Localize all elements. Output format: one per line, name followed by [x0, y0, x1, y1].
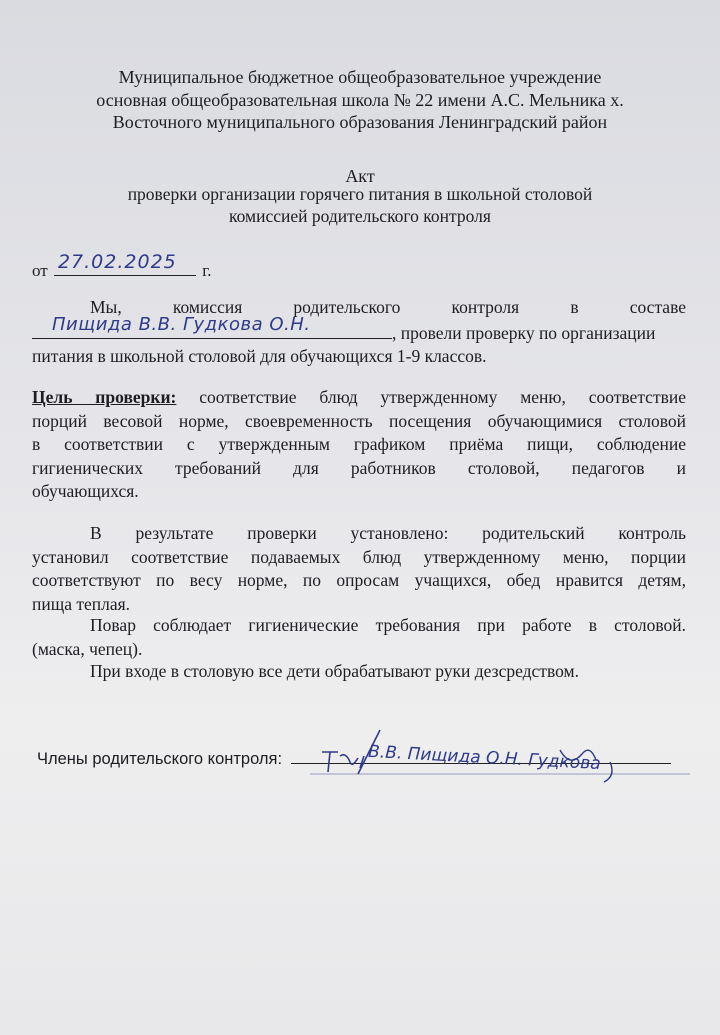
school-header: [0, 66, 720, 134]
handwritten-date: 27.02.2025: [57, 251, 177, 273]
result-line-2: установил соответствие подаваемых блюд утвержденному меню, порции: [32, 546, 686, 567]
goal-line-4: гигиенических требований для работников столовой, педагогов и: [32, 457, 686, 478]
members-label: Члены родительского контроля:: [37, 750, 283, 768]
handwritten-signature: В.В. Пищида О.Н. Гудкова: [367, 741, 602, 775]
act-date: [32, 251, 212, 281]
result-paragraph: [32, 522, 686, 616]
header-line-3: Восточного муниципального образования Ленинградский район: [112, 112, 608, 132]
act-subtitle-line-1: проверки организации горячего питания в школьной столовой: [127, 184, 593, 204]
commission-line-1: Мы, комиссия родительского контроля в составе: [90, 297, 686, 317]
names-blank: [32, 313, 392, 339]
handwritten-names: Пищида В.В. Гудкова О.Н.: [52, 313, 311, 335]
header-line-2: основная общеобразовательная школа № 22 имени А.С. Мельника х.: [96, 89, 624, 110]
goal-line-1-text: соответствие блюд утвержденному меню, соответствие: [176, 387, 686, 407]
result-line-3: соответствуют по весу норме, по опросам учащихся, обед нравится детям,: [32, 570, 686, 590]
cook-paragraph: [32, 614, 686, 661]
act-subtitle-line-2: комиссией родительского контроля: [229, 206, 491, 226]
goal-label: Цель проверки:: [32, 387, 177, 407]
result-line-1: В результате проверки установлено: родительский контроль: [90, 523, 686, 543]
date-blank: [54, 251, 196, 276]
hands-line: При входе в столовую все дети обрабатывают руки дезсредством.: [90, 661, 579, 681]
cook-line-2: (маска, чепец).: [32, 638, 143, 659]
header-line-1: Муниципальное бюджетное общеобразовательное учреждение: [118, 67, 602, 87]
goal-line-2: порций весовой норме, своевременность посещения обучающимися столовой: [32, 410, 686, 431]
date-prefix: от: [32, 261, 48, 280]
hands-paragraph: [32, 660, 686, 684]
goal-line-3: в соответствии с утвержденным графиком приёма пищи, соблюдение: [32, 434, 686, 454]
commission-paragraph: [32, 296, 686, 369]
commission-line-2-text: , провели проверку по организации: [392, 322, 656, 343]
cook-line-1: Повар соблюдает гигиенические требования при работе в столовой.: [90, 615, 686, 635]
act-subtitle: [0, 181, 720, 229]
commission-line-3: питания в школьной столовой для обучающихся 1-9 классов.: [32, 346, 487, 366]
result-line-4: пища теплая.: [32, 593, 131, 614]
goal-line-1: [32, 386, 686, 410]
date-suffix: г.: [202, 261, 212, 280]
goal-line-5: обучающихся.: [32, 481, 139, 501]
goal-paragraph: [32, 386, 686, 504]
commission-line-2: [32, 313, 686, 346]
act-title: Акт: [345, 166, 375, 186]
